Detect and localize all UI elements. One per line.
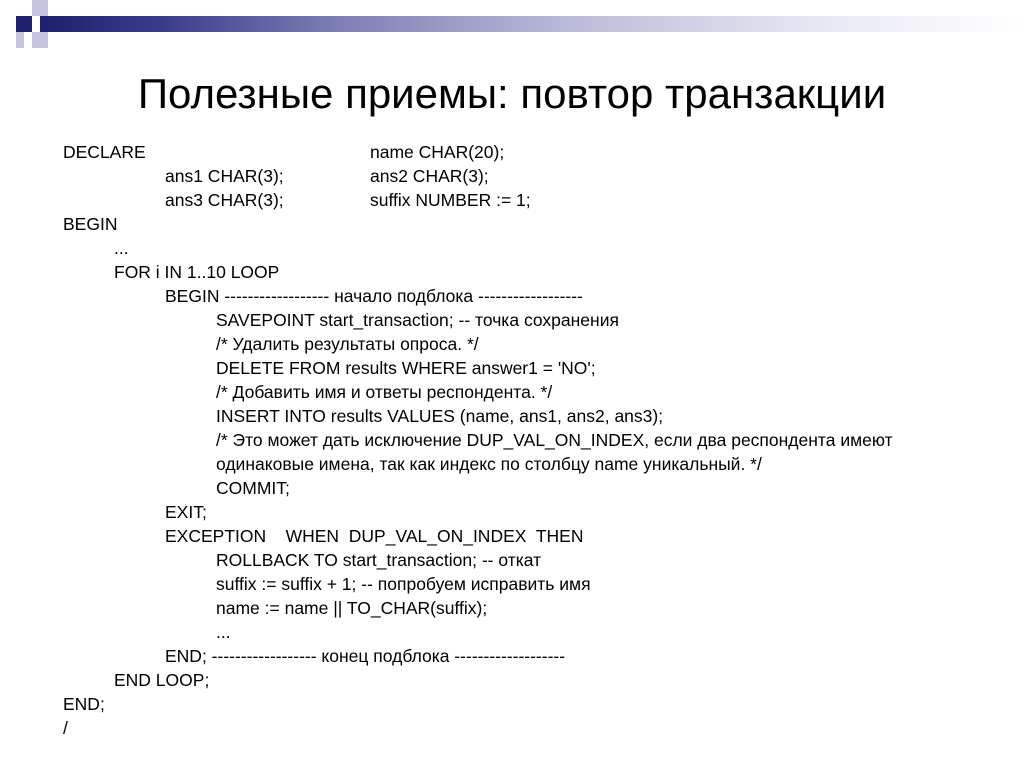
- code-text: INSERT INTO results VALUES (name, ans1, ans2, ans3);: [216, 406, 664, 426]
- code-text: /* Это может дать исключение DUP_VAL_ON_INDEX, если два респондента имеют: [216, 430, 893, 450]
- deco-square-dark-1: [16, 16, 32, 32]
- code-text: END; ------------------ конец подблока -------------------: [165, 646, 566, 666]
- code-text: ...: [216, 622, 231, 642]
- code-text: EXIT;: [165, 502, 207, 522]
- slide-title: Полезные приемы: повтор транзакции: [137, 70, 887, 117]
- code-text: DELETE FROM results WHERE answer1 = 'NO';: [216, 358, 596, 378]
- code-text: END LOOP;: [114, 670, 210, 690]
- code-line: [63, 356, 1013, 380]
- code-text: BEGIN: [63, 214, 118, 234]
- code-line: [63, 524, 1013, 548]
- code-text: SAVEPOINT start_transaction; -- точка сохранения: [216, 310, 619, 330]
- code-text: ...: [114, 238, 129, 258]
- code-line: [63, 236, 1013, 260]
- code-line: [63, 284, 1013, 308]
- code-text: BEGIN ------------------ начало подблока ------------------: [165, 286, 583, 306]
- code-text: ans3 CHAR(3);: [165, 190, 284, 210]
- code-line: [63, 188, 1013, 212]
- code-text: ans2 CHAR(3);: [370, 166, 489, 186]
- code-line: [63, 308, 1013, 332]
- code-line: [63, 692, 1013, 716]
- code-line: [63, 716, 1013, 740]
- code-text: FOR i IN 1..10 LOOP: [114, 262, 280, 282]
- code-text: DECLARE: [63, 142, 146, 162]
- code-text: /* Удалить результаты опроса. */: [216, 334, 479, 354]
- code-text: name := name || TO_CHAR(suffix);: [216, 598, 488, 618]
- code-line: [63, 452, 1013, 476]
- code-line: [63, 404, 1013, 428]
- code-line: [63, 644, 1013, 668]
- code-line: [63, 668, 1013, 692]
- deco-square-light-3: [48, 0, 64, 16]
- code-line: [63, 476, 1013, 500]
- code-line: [63, 164, 1013, 188]
- code-text: EXCEPTION WHEN DUP_VAL_ON_INDEX THEN: [165, 526, 584, 546]
- code-text: suffix := suffix + 1; -- попробуем исправить имя: [216, 574, 591, 594]
- deco-square-light-2: [32, 32, 48, 48]
- deco-square-light-4: [0, 0, 16, 16]
- code-line: [63, 572, 1013, 596]
- code-text: /: [63, 718, 68, 738]
- code-line: [63, 620, 1013, 644]
- code-block: [63, 140, 1013, 740]
- header-gradient-bar: [40, 16, 1024, 32]
- code-line: [63, 380, 1013, 404]
- code-text: name CHAR(20);: [370, 142, 505, 162]
- code-text: ROLLBACK TO start_transaction; -- откат: [216, 550, 542, 570]
- code-text: COMMIT;: [216, 478, 290, 498]
- code-text: ans1 CHAR(3);: [165, 166, 284, 186]
- code-line: [63, 332, 1013, 356]
- code-text: одинаковые имена, так как индекс по столбцу name уникальный. */: [216, 454, 762, 474]
- code-line: [63, 212, 1013, 236]
- code-line: [63, 596, 1013, 620]
- code-text: END;: [63, 694, 105, 714]
- code-line: [63, 140, 1013, 164]
- code-line: [63, 500, 1013, 524]
- deco-square-light-1: [32, 0, 48, 16]
- code-text: suffix NUMBER := 1;: [370, 190, 531, 210]
- code-line: [63, 428, 1013, 452]
- code-text: /* Добавить имя и ответы респондента. */: [216, 382, 553, 402]
- deco-square-dark-2: [16, 32, 24, 48]
- code-line: [63, 548, 1013, 572]
- code-line: [63, 260, 1013, 284]
